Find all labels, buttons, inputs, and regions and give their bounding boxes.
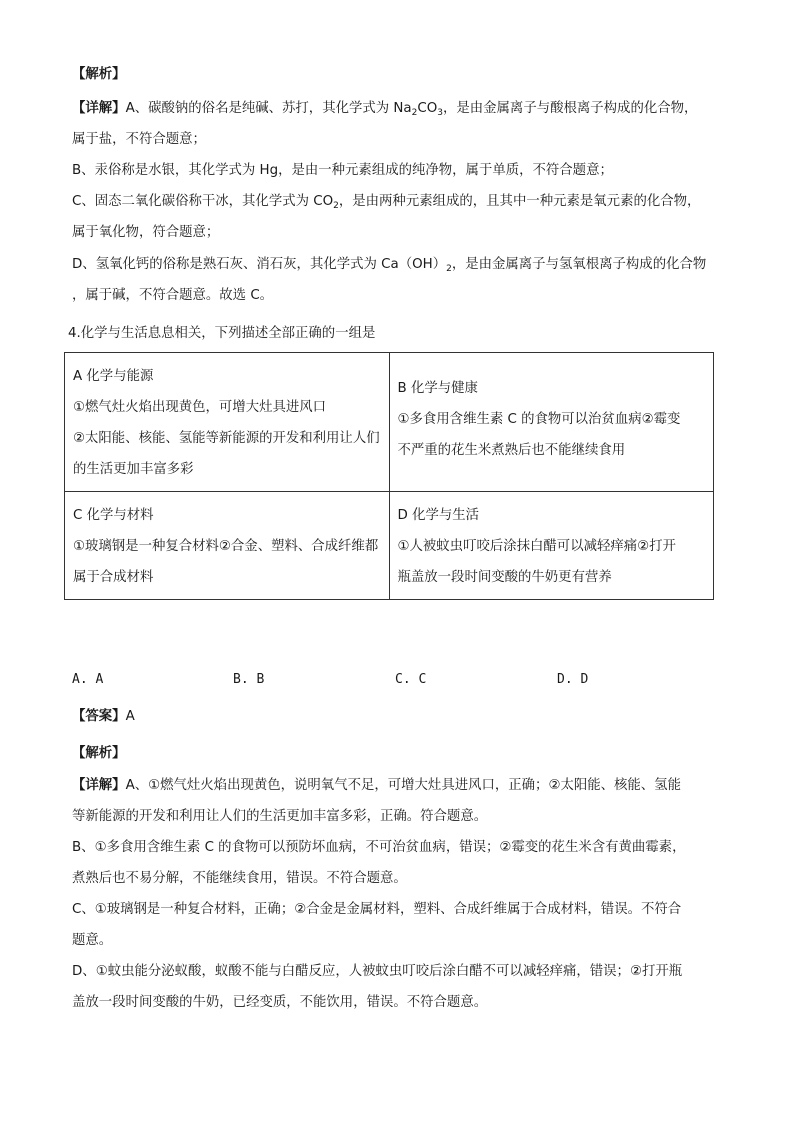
table-cell-d — [389, 492, 714, 600]
cell-title: A 化学与能源 — [73, 369, 154, 384]
text-segment: ，是由金属离子与氢氧根离子构成的化合物 — [451, 257, 707, 272]
answer-label: 【答案】 — [72, 709, 126, 724]
cell-line: ①人被蚊虫叮咬后涂抹白醋可以减轻痒痛②打开 — [397, 539, 676, 554]
table-cell-c — [65, 492, 390, 600]
subscript: 2 — [446, 264, 452, 274]
subscript: 2 — [411, 108, 418, 118]
table-cell-b — [389, 353, 714, 492]
cell-line: ①多食用含维生素 C 的食物可以治贫血病②霉变 — [397, 412, 681, 427]
option-b: B. B — [233, 672, 265, 687]
answer-line — [72, 707, 135, 727]
analysis-d-line-2: ，属于碱，不符合题意。故选 C。 — [72, 288, 274, 303]
cell-title: C 化学与材料 — [73, 508, 154, 523]
text-segment: D、氢氧化钙的俗称是熟石灰、消石灰，其化学式为 Ca（OH） — [72, 257, 447, 272]
analysis-d-line-1 — [72, 255, 706, 275]
text-segment: C、固态二氧化碳俗称干冰，其化学式为 CO — [72, 194, 334, 209]
analysis2-line: C、①玻璃钢是一种复合材料，正确；②合金是金属材料，塑料、合成纤维属于合成材料，错误。不符合 — [72, 902, 682, 917]
text-segment: A、①燃气灶火焰出现黄色，说明氧气不足，可增大灶具进风口，正确；②太阳能、核能、氢能 — [125, 778, 681, 793]
option-a: A. A — [72, 672, 104, 687]
cell-line: ①玻璃钢是一种复合材料②合金、塑料、合成纤维都 — [73, 539, 379, 554]
analysis-b-line: B、汞俗称是水银，其化学式为 Hg，是由一种元素组成的纯净物，属于单质，不符合题意； — [72, 163, 613, 178]
analysis-a-line-1 — [72, 99, 697, 119]
cell-title: D 化学与生活 — [397, 508, 480, 523]
analysis2-line: 等新能源的开发和利用让人们的生活更加丰富多彩，正确。符合题意。 — [72, 809, 488, 824]
subscript: 3 — [437, 108, 443, 118]
cell-line: 瓶盖放一段时间变酸的牛奶更有营养 — [397, 570, 612, 585]
subscript: 2 — [333, 201, 339, 211]
table-cell-a — [65, 353, 390, 492]
cell-title: B 化学与健康 — [397, 381, 478, 396]
text-segment: A、碳酸钠的俗名是纯碱、苏打，其化学式为 Na — [125, 101, 412, 116]
cell-line: 的生活更加丰富多彩 — [73, 462, 194, 477]
detail-tag: 【详解】 — [72, 778, 126, 793]
cell-line: 不严重的花生米煮熟后也不能继续食用 — [397, 443, 626, 458]
answer-options — [72, 672, 722, 694]
analysis2-line — [72, 776, 681, 796]
text-segment: ，是由金属离子与酸根离子构成的化合物， — [442, 101, 698, 116]
analysis2-line: B、①多食用含维生素 C 的食物可以预防坏血病，不可治贫血病，错误；②霉变的花生米含有黄曲霉素， — [72, 840, 686, 855]
option-c: C. C — [395, 672, 427, 687]
answer-value: A — [125, 709, 135, 724]
detail-tag: 【详解】 — [72, 101, 126, 116]
analysis2-line: 题意。 — [72, 933, 113, 948]
analysis-c-line-1 — [72, 192, 700, 212]
analysis2-line: D、①蚊虫能分泌蚁酸，蚁酸不能与白醋反应，人被蚊虫叮咬后涂白醋不可以减轻痒痛，错误；②打开瓶 — [72, 964, 683, 979]
text-segment: ，是由两种元素组成的，且其中一种元素是氧元素的化合物， — [338, 194, 701, 209]
question-stem: 4.化学与生活息息相关，下列描述全部正确的一组是 — [68, 326, 376, 341]
analysis2-line: 盖放一段时间变酸的牛奶，已经变质，不能饮用，错误。不符合题意。 — [72, 995, 488, 1010]
text-segment: CO — [417, 101, 438, 116]
analysis-heading: 【解析】 — [72, 67, 126, 82]
analysis2-line: 煮熟后也不易分解，不能继续食用，错误。不符合题意。 — [72, 871, 407, 886]
cell-line: 属于合成材料 — [73, 570, 154, 585]
analysis-c-line-2: 属于氧化物，符合题意； — [72, 225, 220, 240]
question-table — [64, 352, 714, 600]
option-d: D. D — [557, 672, 589, 687]
cell-line: ①燃气灶火焰出现黄色，可增大灶具进风口 — [73, 400, 327, 415]
cell-line: ②太阳能、核能、氢能等新能源的开发和利用让人们 — [73, 431, 380, 446]
analysis-a-line-2: 属于盐，不符合题意； — [72, 132, 206, 147]
analysis2-heading: 【解析】 — [72, 746, 126, 761]
